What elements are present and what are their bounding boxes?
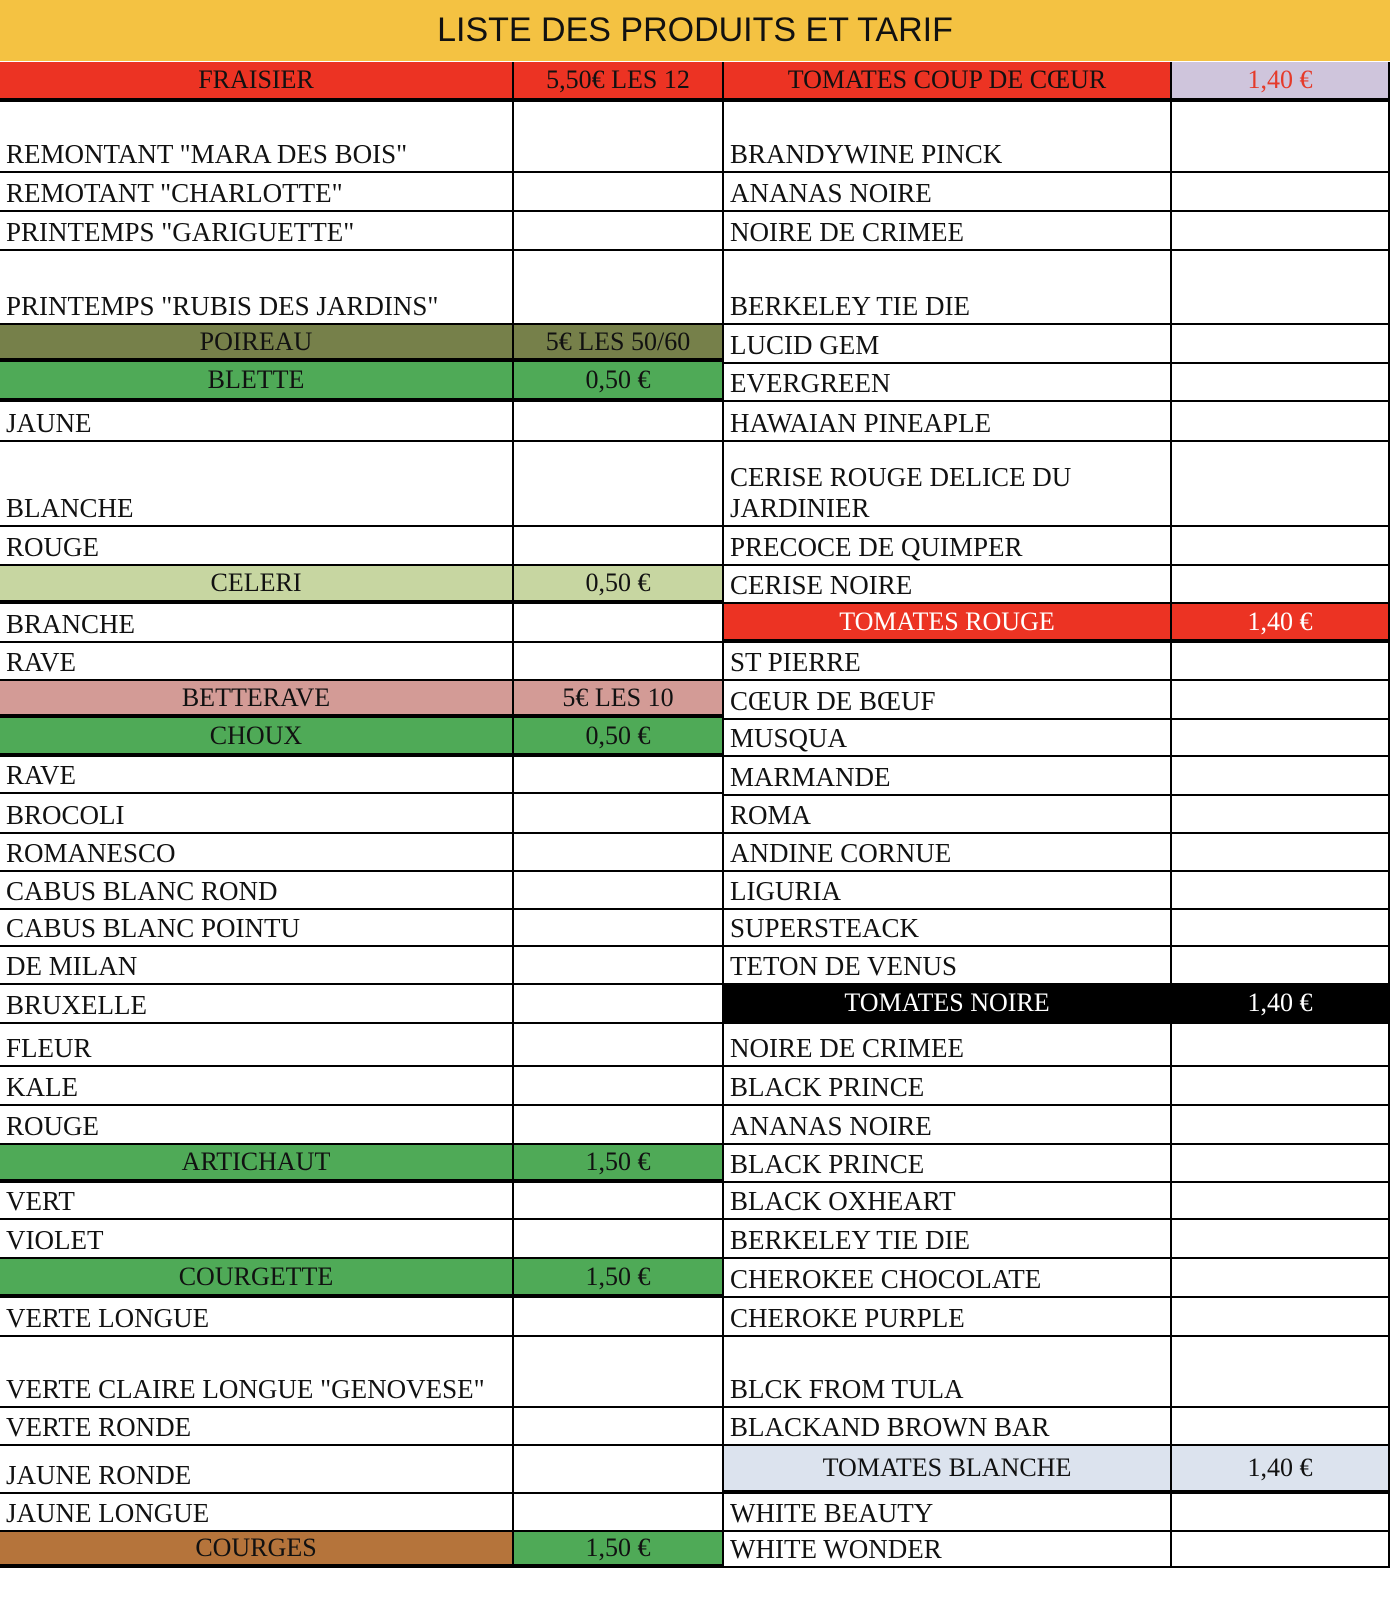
price-cell — [1172, 1183, 1390, 1220]
price-cell — [1172, 681, 1390, 720]
price-cell — [1172, 757, 1390, 796]
product-name: FLEUR — [0, 1024, 514, 1067]
price-cell — [514, 1024, 724, 1067]
price-cell — [514, 1298, 724, 1337]
section-header: TOMATES NOIRE — [724, 985, 1172, 1024]
section-price: 1,40 € — [1172, 985, 1390, 1024]
product-name: VERT — [0, 1183, 514, 1220]
price-cell — [514, 527, 724, 566]
product-name: TETON DE VENUS — [724, 947, 1172, 985]
product-name: ROUGE — [0, 527, 514, 566]
section-price: 1,40 € — [1172, 62, 1390, 102]
product-name: ANANAS NOIRE — [724, 173, 1172, 212]
price-cell — [514, 251, 724, 325]
price-cell — [514, 1067, 724, 1106]
section-price: 5€ LES 50/60 — [514, 325, 724, 362]
product-name: JAUNE LONGUE — [0, 1494, 514, 1532]
section-header: FRAISIER — [0, 62, 514, 102]
product-name: NOIRE DE CRIMEE — [724, 1024, 1172, 1067]
price-cell — [1172, 1067, 1390, 1106]
product-name: WHITE BEAUTY — [724, 1494, 1172, 1532]
price-cell — [514, 1220, 724, 1259]
price-cell — [1172, 872, 1390, 910]
product-name: MARMANDE — [724, 757, 1172, 796]
price-cell — [1172, 173, 1390, 212]
product-name: BRUXELLE — [0, 985, 514, 1024]
price-cell — [514, 1337, 724, 1408]
price-cell — [514, 1106, 724, 1145]
product-name: KALE — [0, 1067, 514, 1106]
section-price: 1,50 € — [514, 1532, 724, 1568]
price-cell — [1172, 1220, 1390, 1259]
product-name: PRECOCE DE QUIMPER — [724, 527, 1172, 566]
product-name: CHEROKE PURPLE — [724, 1298, 1172, 1337]
section-header: TOMATES ROUGE — [724, 604, 1172, 643]
product-name: LUCID GEM — [724, 325, 1172, 364]
page-title: LISTE DES PRODUITS ET TARIF — [0, 0, 1390, 61]
price-cell — [514, 1446, 724, 1494]
price-cell — [514, 834, 724, 872]
product-name: EVERGREEN — [724, 364, 1172, 402]
product-name: BLACKAND BROWN BAR — [724, 1408, 1172, 1446]
product-name: ROMANESCO — [0, 834, 514, 872]
price-cell — [1172, 1106, 1390, 1145]
price-cell — [514, 402, 724, 442]
product-name: RAVE — [0, 757, 514, 794]
section-price: 1,50 € — [514, 1145, 724, 1183]
product-name: ANDINE CORNUE — [724, 834, 1172, 872]
price-cell — [1172, 251, 1390, 325]
product-name: ROUGE — [0, 1106, 514, 1145]
section-price: 0,50 € — [514, 362, 724, 402]
product-name: VERTE RONDE — [0, 1408, 514, 1446]
section-price: 1,40 € — [1172, 1446, 1390, 1494]
product-name: VERTE LONGUE — [0, 1298, 514, 1337]
product-name: BLACK PRINCE — [724, 1145, 1172, 1183]
price-cell — [1172, 796, 1390, 834]
product-name: REMOTANT "CHARLOTTE" — [0, 173, 514, 212]
product-name: BERKELEY TIE DIE — [724, 1220, 1172, 1259]
price-cell — [1172, 212, 1390, 251]
price-cell — [1172, 1259, 1390, 1298]
price-cell — [1172, 1145, 1390, 1183]
product-name: CERISE NOIRE — [724, 566, 1172, 604]
product-name: LIGURIA — [724, 872, 1172, 910]
price-cell — [514, 643, 724, 681]
product-name: DE MILAN — [0, 947, 514, 985]
section-price: 5,50€ LES 12 — [514, 62, 724, 102]
product-name: JAUNE RONDE — [0, 1446, 514, 1494]
price-cell — [1172, 1532, 1390, 1568]
product-name: BLACK OXHEART — [724, 1183, 1172, 1220]
section-price: 5€ LES 10 — [514, 681, 724, 718]
price-cell — [1172, 834, 1390, 872]
section-price: 0,50 € — [514, 718, 724, 757]
section-header: ARTICHAUT — [0, 1145, 514, 1183]
product-name: CŒUR DE BŒUF — [724, 681, 1172, 720]
price-cell — [1172, 1298, 1390, 1337]
price-cell — [1172, 566, 1390, 604]
price-cell — [514, 872, 724, 910]
price-cell — [514, 442, 724, 527]
product-name: PRINTEMPS "GARIGUETTE" — [0, 212, 514, 251]
section-header: TOMATES BLANCHE — [724, 1446, 1172, 1494]
product-name: CABUS BLANC POINTU — [0, 910, 514, 947]
product-name: BERKELEY TIE DIE — [724, 251, 1172, 325]
price-cell — [1172, 1408, 1390, 1446]
price-cell — [1172, 102, 1390, 173]
section-price: 1,40 € — [1172, 604, 1390, 643]
section-header: COURGETTE — [0, 1259, 514, 1298]
price-cell — [514, 212, 724, 251]
price-cell — [1172, 402, 1390, 442]
product-name: RAVE — [0, 643, 514, 681]
product-name: ST PIERRE — [724, 643, 1172, 681]
product-name: WHITE WONDER — [724, 1532, 1172, 1568]
product-name: BLACK PRINCE — [724, 1067, 1172, 1106]
price-cell — [1172, 325, 1390, 364]
section-header: CHOUX — [0, 718, 514, 757]
product-name: BROCOLI — [0, 794, 514, 834]
section-header: CELERI — [0, 566, 514, 604]
price-cell — [514, 985, 724, 1024]
product-name: NOIRE DE CRIMEE — [724, 212, 1172, 251]
price-cell — [514, 1183, 724, 1220]
section-price: 1,50 € — [514, 1259, 724, 1298]
price-cell — [1172, 1337, 1390, 1408]
product-name: CHEROKEE CHOCOLATE — [724, 1259, 1172, 1298]
product-name: REMONTANT "MARA DES BOIS" — [0, 102, 514, 173]
section-price: 0,50 € — [514, 566, 724, 604]
product-name: JAUNE — [0, 402, 514, 442]
product-name: SUPERSTEACK — [724, 910, 1172, 947]
product-name: BRANCHE — [0, 604, 514, 643]
product-name: PRINTEMPS "RUBIS DES JARDINS" — [0, 251, 514, 325]
price-cell — [514, 1408, 724, 1446]
product-name: BLCK FROM TULA — [724, 1337, 1172, 1408]
product-name: MUSQUA — [724, 720, 1172, 757]
price-cell — [1172, 1494, 1390, 1532]
price-cell — [514, 1494, 724, 1532]
product-name: BRANDYWINE PINCK — [724, 102, 1172, 173]
section-header: COURGES — [0, 1532, 514, 1568]
price-cell — [514, 757, 724, 794]
product-name: HAWAIAN PINEAPLE — [724, 402, 1172, 442]
price-cell — [514, 173, 724, 212]
price-cell — [514, 947, 724, 985]
section-header: TOMATES COUP DE CŒUR — [724, 62, 1172, 102]
price-cell — [514, 910, 724, 947]
price-cell — [1172, 364, 1390, 402]
section-header: BETTERAVE — [0, 681, 514, 718]
price-cell — [1172, 947, 1390, 985]
product-name: CABUS BLANC ROND — [0, 872, 514, 910]
price-cell — [1172, 442, 1390, 527]
product-name: VIOLET — [0, 1220, 514, 1259]
product-name: CERISE ROUGE DELICE DU JARDINIER — [724, 442, 1172, 527]
price-cell — [1172, 643, 1390, 681]
price-cell — [514, 102, 724, 173]
price-cell — [1172, 910, 1390, 947]
section-header: POIREAU — [0, 325, 514, 362]
product-name: BLANCHE — [0, 442, 514, 527]
price-cell — [514, 604, 724, 643]
price-cell — [514, 794, 724, 834]
price-cell — [1172, 720, 1390, 757]
product-name: VERTE CLAIRE LONGUE "GENOVESE" — [0, 1337, 514, 1408]
price-cell — [1172, 527, 1390, 566]
product-name: ANANAS NOIRE — [724, 1106, 1172, 1145]
section-header: BLETTE — [0, 362, 514, 402]
price-cell — [1172, 1024, 1390, 1067]
product-name: ROMA — [724, 796, 1172, 834]
